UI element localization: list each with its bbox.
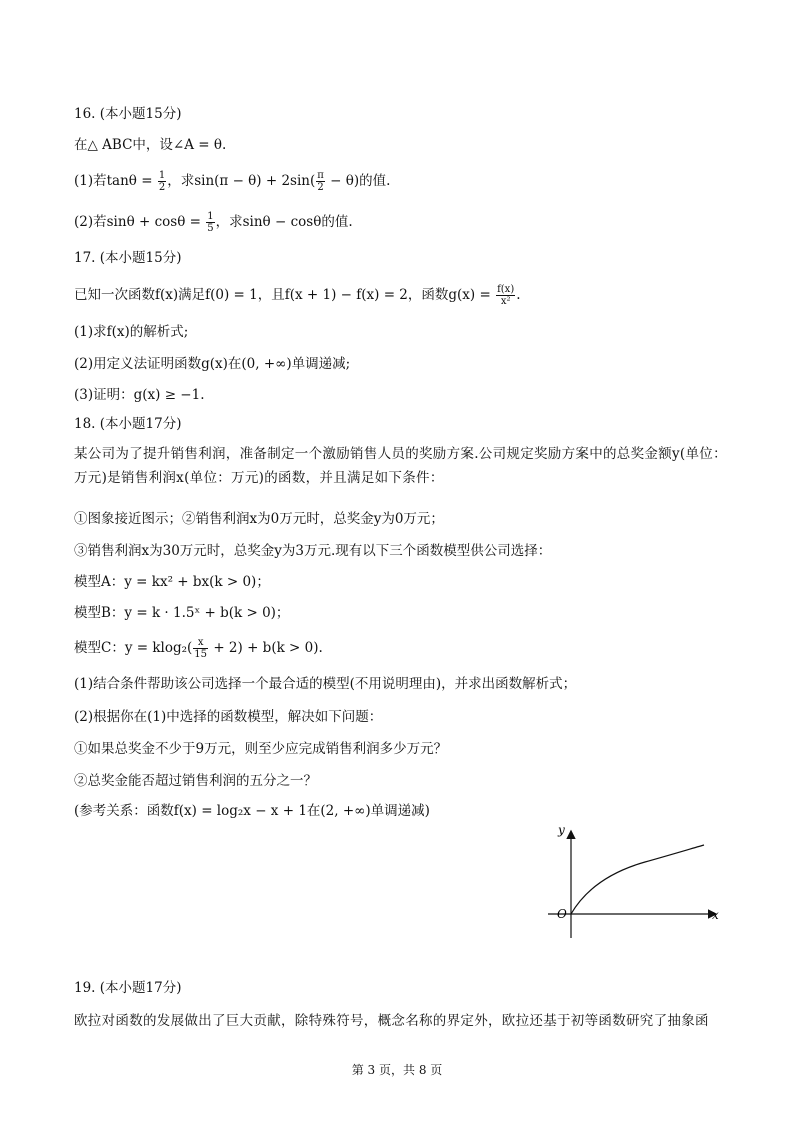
q17-intro-b: . xyxy=(516,287,521,303)
q17-header: 17. (本小题15分) xyxy=(74,250,182,266)
q16-intro: 在△ ABC中，设∠A = θ. xyxy=(74,137,227,153)
q18-condition-3: ③销售利润x为30万元时，总奖金y为3万元.现有以下三个函数模型供公司选择： xyxy=(74,543,552,559)
q18-condition-1-2: ①图象接近图示；②销售利润x为0万元时，总奖金y为0万元； xyxy=(74,511,444,527)
q16-header: 16. (本小题15分) xyxy=(74,106,182,122)
q18-sub1: ①如果总奖金不少于9万元，则至少应完成销售利润多少万元？ xyxy=(74,741,448,757)
q17-part3: (3)证明：g(x) ≥ −1. xyxy=(74,387,205,403)
q16-part2-b: ，求sinθ − cosθ的值. xyxy=(215,214,353,230)
q16-part1-b: ，求sin(π − θ) + 2sin( xyxy=(167,173,316,189)
q17-part2: (2)用定义法证明函数g(x)在(0, +∞)单调递减; xyxy=(74,356,351,372)
x-axis-label: x xyxy=(712,908,719,922)
frac-den: 2 xyxy=(317,182,324,193)
q18-model-c xyxy=(74,637,734,660)
q17-intro xyxy=(74,284,734,307)
q17-intro-a: 已知一次函数f(x)满足f(0) = 1，且f(x + 1) − f(x) = 2，函数g(x) = xyxy=(74,287,496,303)
page-footer: 第 3 页，共 8 页 xyxy=(351,1063,443,1077)
q16-part1-a: (1)若tanθ = xyxy=(74,173,157,189)
q18-model-c-a: 模型C：y = klog₂( xyxy=(74,640,193,656)
q18-sub2: ②总奖金能否超过销售利润的五分之一？ xyxy=(74,773,317,789)
frac-num: x xyxy=(193,637,208,649)
q16-part2-frac xyxy=(206,211,214,234)
frac-den: 2 xyxy=(158,182,166,193)
frac-num: f(x) xyxy=(497,284,515,295)
q18-header: 18. (本小题17分) xyxy=(74,416,182,432)
q18-paragraph: 某公司为了提升销售利润，准备制定一个激励销售人员的奖励方案.公司规定奖励方案中的总奖金额y(单位：万元)是销售利润x(单位：万元)的函数，并且满足如下条件： xyxy=(74,446,727,486)
q16-part2 xyxy=(74,211,734,234)
q19-paragraph: 欧拉对函数的发展做出了巨大贡献，除特殊符号，概念名称的界定外，欧拉还基于初等函数研究了抽象函 xyxy=(74,1013,709,1029)
q18-part1: (1)结合条件帮助该公司选择一个最合适的模型(不用说明理由)，并求出函数解析式； xyxy=(74,676,577,692)
origin-label: O xyxy=(557,907,567,921)
q19-header: 19. (本小题17分) xyxy=(74,980,182,996)
q16-part1-frac xyxy=(158,170,166,193)
q18-part2: (2)根据你在(1)中选择的函数模型，解决如下问题： xyxy=(74,709,383,725)
q18-model-c-frac xyxy=(193,637,208,660)
q18-model-c-b: + 2) + b(k > 0). xyxy=(209,640,323,656)
frac-num: 1 xyxy=(207,211,214,222)
q18-model-a: 模型A：y = kx² + bx(k > 0)； xyxy=(74,574,270,590)
y-axis-label: y xyxy=(558,823,565,837)
q16-part2-a: (2)若sinθ + cosθ = xyxy=(74,214,206,230)
q16-part1 xyxy=(74,170,734,193)
q18-reference: (参考关系：函数f(x) = log₂x − x + 1在(2, +∞)单调递减) xyxy=(74,803,430,819)
q17-intro-frac xyxy=(496,284,515,307)
curve xyxy=(571,845,704,914)
frac-num: 1 xyxy=(158,170,166,181)
frac-den: 5 xyxy=(207,223,214,234)
q18-model-b: 模型B：y = k · 1.5ˣ + b(k > 0)； xyxy=(74,605,290,621)
frac-den: 15 xyxy=(194,649,208,660)
frac-den: x² xyxy=(500,296,511,307)
q16-part1-c: − θ)的值. xyxy=(325,173,391,189)
frac-num: π xyxy=(317,170,324,181)
q16-part1-frac2 xyxy=(316,170,325,193)
q17-part1: (1)求f(x)的解析式; xyxy=(74,324,189,340)
q18-graph-figure xyxy=(540,820,730,945)
